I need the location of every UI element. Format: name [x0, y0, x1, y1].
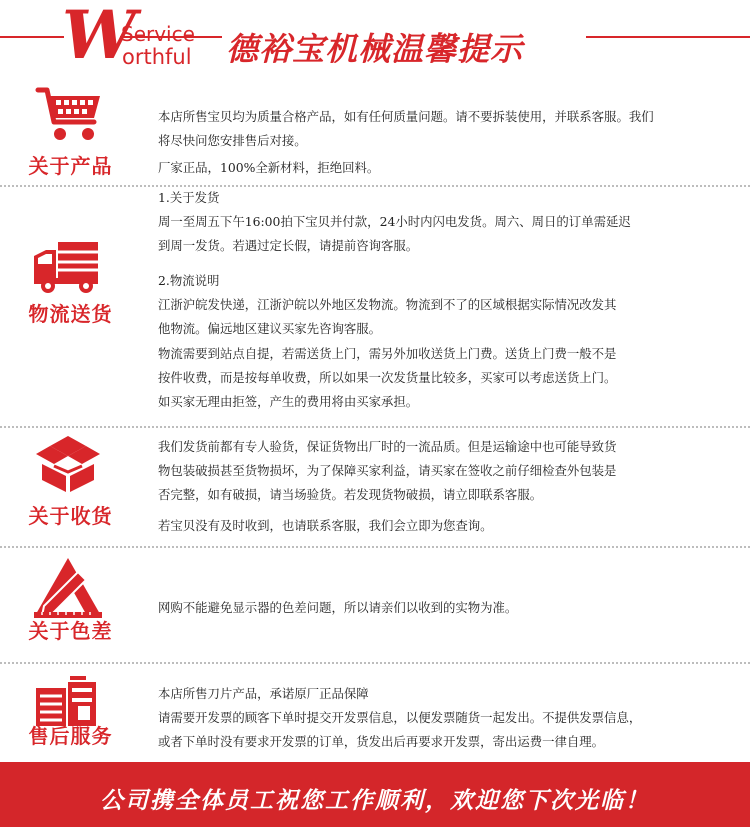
product-text-line-1: 本店所售宝贝均为质量合格产品，如有任何质量问题。请不要拆装使用，并联系客服。我们 [158, 109, 654, 124]
logistics-text-line-5: 江浙沪皖发快递，江浙沪皖以外地区发物流。物流到不了的区域根据实际情况改发其 [158, 297, 617, 312]
aftersale-text-line-3: 或者下单时没有要求开发票的订单，货发出后再要求开发票，寄出运费一律自理。 [158, 734, 605, 749]
receipt-text-line-1: 我们发货前都有专人验货，保证货物出厂时的一流品质。但是运输途中也可能导致货 [158, 439, 617, 454]
header-rule-left [0, 36, 64, 38]
logistics-text-line-6: 他物流。偏远地区建议买家先咨询客服。 [158, 321, 382, 336]
header-rule-right [586, 36, 750, 38]
open-box-icon [30, 432, 106, 496]
section-divider [0, 185, 750, 187]
logistics-text-line-1: 1.关于发货 [158, 190, 220, 205]
aftersale-text-line-1: 本店所售刀片产品，承诺原厂正品保障 [158, 686, 369, 701]
footer-message: 公司携全体员工祝您工作顺利，欢迎您下次光临！ [100, 788, 650, 814]
logistics-text-line-7: 物流需要到站点自提，若需送货上门，需另外加收送货上门费。送货上门费一般不是 [158, 346, 617, 361]
color-text-line-1: 网购不能避免显示器的色差问题，所以请亲们以收到的实物为准。 [158, 600, 518, 615]
logistics-text-line-4: 2.物流说明 [158, 273, 220, 288]
footer-banner [0, 762, 750, 827]
logistics-text-line-3: 到周一发货。若遇过定长假，请提前咨询客服。 [158, 238, 419, 253]
receipt-text-line-3: 否完整，如有破损，请当场验货。若发现货物破损，请立即联系客服。 [158, 487, 543, 502]
pencil-ruler-icon [30, 556, 106, 620]
receipt-text-line-4: 若宝贝没有及时收到，也请联系客服，我们会立即为您查询。 [158, 518, 493, 533]
section-divider [0, 426, 750, 428]
logo-w-letter: W [62, 0, 137, 74]
delivery-truck-icon [30, 236, 106, 300]
section-label-product: 关于产品 [28, 154, 113, 178]
section-divider [0, 662, 750, 664]
section-label-receipt: 关于收货 [28, 504, 113, 528]
receipt-text-line-2: 物包装破损甚至货物损坏，为了保障买家利益，请买家在签收之前仔细检查外包装是 [158, 463, 617, 478]
page-header [0, 0, 750, 82]
shopping-cart-icon [30, 84, 106, 148]
logistics-text-line-9: 如买家无理由拒签，产生的费用将由买家承担。 [158, 394, 419, 409]
logistics-text-line-8: 按件收费，而是按每单收费，所以如果一次发货量比较多，买家可以考虑送货上门。 [158, 370, 617, 385]
page-title: 德裕宝机械温馨提示 [226, 30, 524, 68]
product-text-line-2: 将尽快问您安排售后对接。 [158, 133, 307, 148]
logo-orthful-text: orthful [122, 45, 192, 69]
product-text-line-3: 厂家正品，100%全新材料，拒绝回料。 [158, 160, 380, 175]
aftersale-text-line-2: 请需要开发票的顾客下单时提交开发票信息，以便发票随货一起发出。不提供发票信息， [158, 710, 642, 725]
section-label-logistics: 物流送货 [28, 302, 113, 326]
logistics-text-line-2: 周一至周五下午16:00拍下宝贝并付款，24小时内闪电发货。周六、周日的订单需延迟 [158, 214, 631, 229]
section-divider [0, 546, 750, 548]
section-label-color-difference: 关于色差 [28, 619, 113, 643]
logo-service-text: Service [121, 22, 195, 46]
section-label-aftersale: 售后服务 [28, 724, 113, 748]
